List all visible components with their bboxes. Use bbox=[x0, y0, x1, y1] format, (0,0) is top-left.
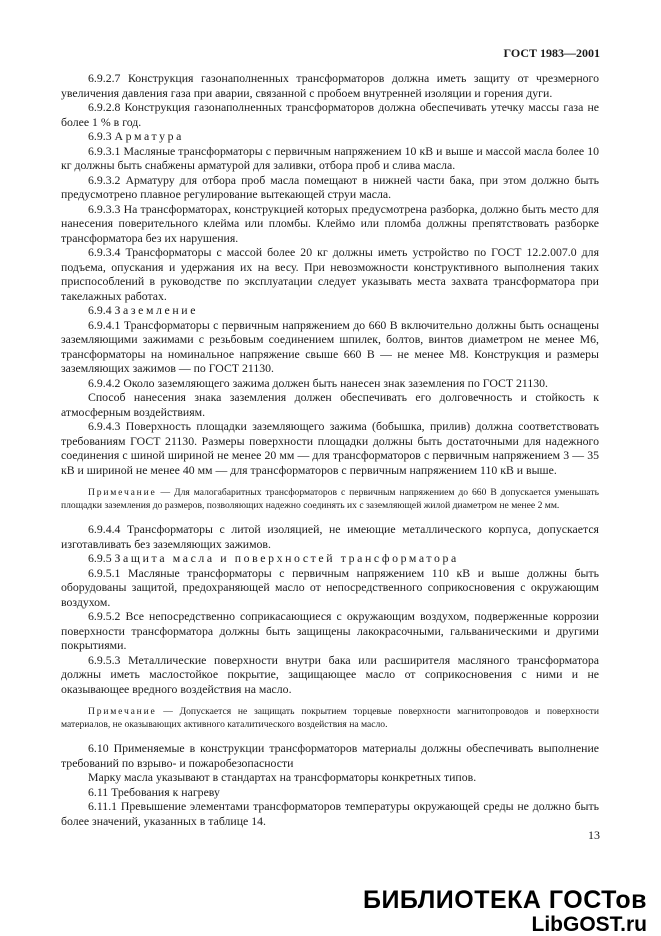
section-title: Заземление bbox=[114, 303, 199, 317]
watermark-title: БИБЛИОТЕКА ГОСТов bbox=[362, 886, 647, 914]
paragraph-6-9-5-3: 6.9.5.3 Металлические поверхности внутри бака или расширителя масляного трансформатора должны иметь маслостойкое покрытие, защищающее масло от соприкосновения с ними и не оказывающее вредного воздействия на масло. bbox=[61, 652, 599, 696]
document-body bbox=[61, 71, 599, 828]
section-number: 6.9.3 bbox=[88, 129, 112, 143]
paragraph-6-9-4-2: 6.9.4.2 Около заземляющего зажима должен быть нанесен знак заземления по ГОСТ 21130. bbox=[88, 375, 549, 390]
paragraph-oil-grade: Марку масла указывают в стандартах на трансформаторы конкретных типов. bbox=[88, 770, 477, 784]
paragraph-6-9-4-4: 6.9.4.4 Трансформаторы с литой изоляцией, не имеющие металлического корпуса, допускается изготавливать без заземляющих зажимов. bbox=[61, 522, 599, 551]
paragraph-6-10: 6.10 Применяемые в конструкции трансформаторов материалы должны обеспечивать выполнение требований по взрыво- и пожаробезопасности bbox=[61, 741, 599, 770]
section-heading-zazemlenie bbox=[61, 303, 599, 318]
paragraph-6-11-1: 6.11.1 Превышение элементами трансформаторов температуры окружающей среды не должно быть более значений, указанных в таблице 14. bbox=[61, 799, 599, 828]
paragraph-6-9-4-1: 6.9.4.1 Трансформаторы с первичным напряжением до 660 В включительно должны быть оснащены заземляющими зажимами с резьбовым соединением шпилек, болтов, винтов диаметром не менее М6, трансформаторы на номинальное напряжение свыше 660 В — не менее М8. Конструкция и размеры заземляющих зажимов — по ГОСТ 21130. bbox=[61, 317, 599, 375]
note-label: Примечание bbox=[88, 706, 157, 717]
paragraph-6-9-3-4: 6.9.3.4 Трансформаторы с массой более 20 кг должны иметь устройство по ГОСТ 12.2.007.0 для подъема, опускания и удержания их на весу. При невозможности конструктивного выполнения таких приспособлений в руководстве по эксплуатации следует указывать места захвата трансформатора при такелажных работах. bbox=[61, 245, 599, 303]
note-grounding bbox=[61, 486, 599, 512]
note-coatings bbox=[61, 705, 599, 731]
paragraph-6-9-5-2: 6.9.5.2 Все непосредственно соприкасающиеся с окружающим воздухом, подверженные коррозии поверхности трансформатора должны быть защищены лакокрасочными, гальваническими и другими покрытиями. bbox=[61, 609, 599, 652]
paragraph-6-9-2-7: 6.9.2.7 Конструкция газонаполненных трансформаторов должна иметь защиту от чрезмерного увеличения давления газа при аварии, связанной с пробоем внутренней изоляции и горения дуги. bbox=[61, 71, 599, 100]
standard-designation: ГОСТ 1983—2001 bbox=[503, 46, 600, 60]
section-heading-armatura bbox=[61, 129, 599, 144]
paragraph-6-9-3-2: 6.9.3.2 Арматуру для отбора проб масла помещают в нижней части бака, при этом должно быть предусмотрено плавное регулирование вытекающей струи масла. bbox=[61, 172, 599, 201]
section-title: Защита масла и поверхностей трансформатора bbox=[114, 551, 459, 565]
section-heading-heating: 6.11 Требования к нагреву bbox=[88, 784, 220, 799]
paragraph-6-9-2-8: 6.9.2.8 Конструкция газонаполненных трансформаторов должна обеспечивать утечку массы газа не более 1 % в год. bbox=[61, 100, 599, 129]
page-number: 13 bbox=[588, 828, 600, 842]
paragraph-6-9-4-3: 6.9.4.3 Поверхность площадки заземляющего зажима (бобышка, прилив) должна соответствовать требованиям ГОСТ 21130. Размеры поверхности площадки должны быть достаточными для надежного соединения с шиной шириной не менее 20 мм — для трансформаторов с первичным напряжением 3 — 35 кВ и шириной не менее 40 мм — для трансформаторов с первичным напряжением 110 кВ и выше. bbox=[61, 419, 599, 477]
paragraph-6-9-3-1: 6.9.3.1 Масляные трансформаторы с первичным напряжением 10 кВ и выше и массой масла более 10 кг должны быть снабжены арматурой для заливки, отбора проб и слива масла. bbox=[61, 143, 599, 172]
section-number: 6.9.4 bbox=[88, 303, 112, 317]
note-text: — Допускается не защищать покрытием торцевые поверхности магнитопроводов и поверхности материалов, не оказывающих активного каталитического воздействия на масло. bbox=[61, 706, 599, 730]
note-text: — Для малогабаритных трансформаторов с первичным напряжением до 660 В допускается уменьшать площадки заземления до размеров, позволяющих надежно соединять их с заземляющей жилой диаметром не менее 2 мм. bbox=[61, 487, 599, 511]
section-number: 6.9.5 bbox=[88, 551, 112, 565]
paragraph-grounding-method: Способ нанесения знака заземления должен обеспечивать его долговечность и стойкость к атмосферным воздействиям. bbox=[61, 390, 599, 419]
library-watermark bbox=[347, 886, 647, 936]
paragraph-6-9-5-1: 6.9.5.1 Масляные трансформаторы с первичным напряжением 110 кВ и выше должны быть оборудованы защитой, предохраняющей масло от непосредственного соприкосновения с окружающим воздухом. bbox=[61, 565, 599, 609]
paragraph-6-9-3-3: 6.9.3.3 На трансформаторах, конструкцией которых предусмотрена разборка, должно быть место для нанесения поверительного клейма или пломбы. Клеймо или пломба должны препятствовать разборке трансформатора без их нарушения. bbox=[61, 201, 599, 245]
section-title: Арматура bbox=[114, 129, 184, 143]
section-heading-zashchita bbox=[61, 551, 599, 566]
watermark-site: LibGOST.ru bbox=[531, 913, 647, 936]
note-label: Примечание bbox=[88, 487, 157, 498]
